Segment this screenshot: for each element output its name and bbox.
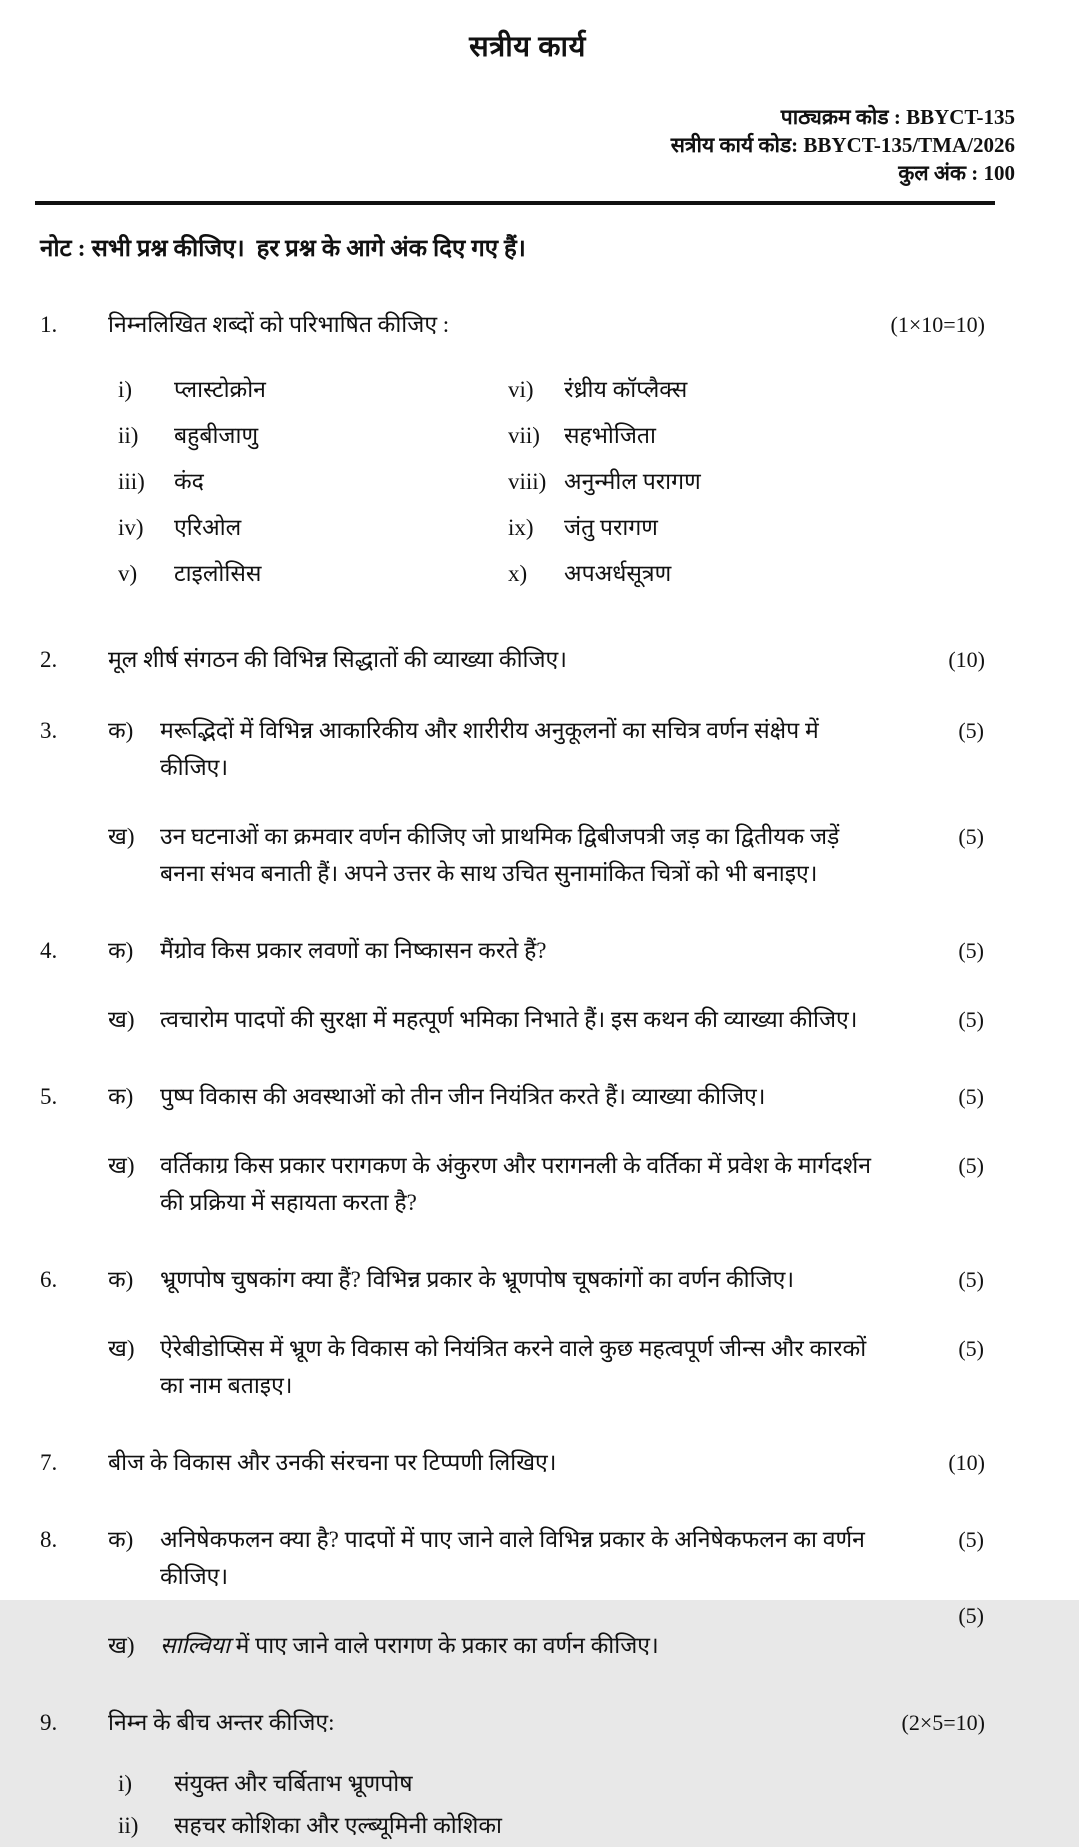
- marks-badge: (5): [958, 1007, 984, 1032]
- question-9: [40, 1704, 1015, 1847]
- question-7: [40, 1444, 1015, 1481]
- item-numeral: vii): [508, 423, 540, 448]
- item-label: प्लास्टोक्रोन: [174, 377, 266, 402]
- part-text: वर्तिकाग्र किस प्रकार परागकण के अंकुरण और परागनली के वर्तिका में प्रवेश के मार्गदर्शन की प्रक्रिया में सहायता करता है?: [160, 1153, 872, 1215]
- definition-item: [118, 551, 508, 597]
- marks-badge: (5): [958, 1153, 984, 1178]
- question-5: [40, 1078, 1015, 1221]
- item-label: सहचर कोशिका और एल्ब्यूमिनी कोशिका: [174, 1813, 502, 1838]
- part-letter: ख): [108, 1633, 135, 1658]
- item-numeral: ii): [118, 1813, 139, 1838]
- question-number: 8.: [40, 1527, 58, 1552]
- question-part-ka: [108, 1078, 1015, 1115]
- item-label: जंतु परागण: [564, 515, 658, 540]
- part-text: त्वचारोम पादपों की सुरक्षा में महत्पूर्ण भमिका निभाते हैं। इस कथन की व्याख्या कीजिए।: [160, 1007, 858, 1032]
- item-label: अनुन्मील परागण: [564, 469, 701, 494]
- part-letter: ख): [108, 1336, 135, 1361]
- definition-item: [118, 459, 508, 505]
- marks-badge: (1×10=10): [890, 312, 985, 337]
- item-label: अपअर्धसूत्रण: [564, 561, 672, 586]
- definition-item: [508, 551, 1015, 597]
- part-text: उन घटनाओं का क्रमवार वर्णन कीजिए जो प्राथमिक द्विबीजपत्री जड़ का द्वितीयक जड़ें बनना संभव बनाती हैं। अपने उत्तर के साथ उचित सुनामांकित चित्रों को भी बनाइए।: [160, 824, 840, 886]
- marks-badge: (5): [958, 1603, 984, 1628]
- difference-items: [118, 1763, 1015, 1847]
- page-title: सत्रीय कार्य: [469, 31, 586, 63]
- item-label: बहुबीजाणु: [174, 423, 259, 448]
- question-part-ka: [108, 932, 1015, 969]
- item-numeral: viii): [508, 469, 547, 494]
- part-text: मैंग्रोव किस प्रकार लवणों का निष्कासन करते हैं?: [160, 938, 547, 963]
- assignment-code-line: सत्रीय कार्य कोड: BBYCT-135/TMA/2026: [670, 133, 1015, 157]
- list-item: [118, 1805, 1015, 1847]
- total-marks-line: कुल अंक : 100: [898, 161, 1015, 185]
- marks-badge: (5): [958, 938, 984, 963]
- item-label: एरिओल: [174, 515, 242, 540]
- marks-badge: (5): [958, 824, 984, 849]
- part-text-rest: में पाए जाने वाले परागण के प्रकार का वर्णन कीजिए।: [229, 1633, 659, 1658]
- question-part-ka: [108, 1261, 1015, 1298]
- marks-badge: (10): [948, 1450, 985, 1475]
- marks-badge: (10): [948, 647, 985, 672]
- question-part-kha: [108, 1603, 1015, 1664]
- item-label: रंध्रीय कॉप्लैक्स: [564, 377, 688, 402]
- question-part-kha: [108, 1001, 1015, 1038]
- header-divider: [35, 201, 995, 205]
- item-numeral: i): [118, 377, 133, 402]
- definition-item: [508, 459, 1015, 505]
- part-text: मरूद्भिदों में विभिन्न आकारिकीय और शारीरीय अनुकूलनों का सचित्र वर्णन संक्षेप में कीजिए।: [160, 718, 819, 780]
- definition-item: [118, 367, 508, 413]
- question-3: [40, 712, 1015, 892]
- item-numeral: v): [118, 561, 138, 586]
- question-4: [40, 932, 1015, 1038]
- list-item: [118, 1763, 1015, 1805]
- marks-badge: (5): [958, 1527, 984, 1552]
- item-label: टाइलोसिस: [174, 561, 262, 586]
- part-letter: क): [108, 718, 134, 743]
- item-numeral: x): [508, 561, 528, 586]
- question-part-kha: [108, 1147, 1015, 1221]
- question-number: 9.: [40, 1710, 58, 1735]
- question-number: 5.: [40, 1084, 58, 1109]
- item-label: संयुक्त और चर्बिताभ भ्रूणपोष: [174, 1771, 413, 1796]
- item-label: कंद: [174, 469, 204, 494]
- course-code-line: पाठ्यक्रम कोड : BBYCT-135: [780, 105, 1015, 129]
- question-6: [40, 1261, 1015, 1404]
- part-text: [160, 1627, 872, 1664]
- definition-item: [118, 413, 508, 459]
- part-letter: क): [108, 1267, 134, 1292]
- question-1: [40, 306, 1015, 597]
- question-number: 1.: [40, 312, 58, 337]
- marks-badge: (5): [958, 1336, 984, 1361]
- item-numeral: ii): [118, 423, 139, 448]
- part-letter: ख): [108, 824, 135, 849]
- marks-badge: (5): [958, 718, 984, 743]
- question-text: बीज के विकास और उनकी संरचना पर टिप्पणी लिखिए।: [108, 1450, 557, 1475]
- part-letter: क): [108, 938, 134, 963]
- item-numeral: iii): [118, 469, 145, 494]
- question-number: 2.: [40, 647, 58, 672]
- question-number: 3.: [40, 718, 58, 743]
- question-text: निम्न के बीच अन्तर कीजिए:: [108, 1710, 335, 1735]
- question-text: मूल शीर्ष संगठन की विभिन्न सिद्धातों की व्याख्या कीजिए।: [108, 647, 567, 672]
- part-letter: क): [108, 1084, 134, 1109]
- question-8: [40, 1521, 1015, 1664]
- marks-badge: (5): [958, 1267, 984, 1292]
- item-numeral: vi): [508, 377, 534, 402]
- part-text: अनिषेकफलन क्या है? पादपों में पाए जाने वाले विभिन्न प्रकार के अनिषेकफलन का वर्णन कीजिए।: [160, 1527, 865, 1589]
- item-numeral: i): [118, 1771, 133, 1796]
- definition-item: [508, 367, 1015, 413]
- header-meta: [40, 103, 1015, 187]
- part-letter: ख): [108, 1007, 135, 1032]
- part-text: पुष्प विकास की अवस्थाओं को तीन जीन नियंत्रित करते हैं। व्याख्या कीजिए।: [160, 1084, 766, 1109]
- definition-item: [508, 505, 1015, 551]
- item-numeral: ix): [508, 515, 534, 540]
- item-label: सहभोजिता: [564, 423, 656, 448]
- question-part-kha: [108, 818, 1015, 892]
- definition-column-right: [508, 367, 1015, 597]
- marks-badge: (5): [958, 1084, 984, 1109]
- note-line: नोट : सभी प्रश्न कीजिए। हर प्रश्न के आगे अंक दिए गए हैं।: [40, 236, 526, 262]
- definition-items: [118, 367, 1015, 597]
- question-text: निम्नलिखित शब्दों को परिभाषित कीजिए :: [108, 312, 450, 337]
- item-numeral: iv): [118, 515, 144, 540]
- question-number: 6.: [40, 1267, 58, 1292]
- species-name-italic: साल्विया: [160, 1633, 230, 1658]
- questions-list: [40, 306, 1015, 1847]
- part-letter: ख): [108, 1153, 135, 1178]
- definition-column-left: [118, 367, 508, 597]
- question-part-kha: [108, 1330, 1015, 1404]
- question-number: 4.: [40, 938, 58, 963]
- question-2: [40, 641, 1015, 678]
- definition-item: [508, 413, 1015, 459]
- marks-badge: (2×5=10): [901, 1710, 985, 1735]
- part-letter: क): [108, 1527, 134, 1552]
- part-text: ऐरेबीडोप्सिस में भ्रूण के विकास को नियंत्रित करने वाले कुछ महत्वपूर्ण जीन्स और कारकों का नाम बताइए।: [160, 1336, 867, 1398]
- question-part-ka: [108, 1521, 1015, 1595]
- question-part-ka: [108, 712, 1015, 786]
- definition-item: [118, 505, 508, 551]
- part-text: भ्रूणपोष चुषकांग क्या हैं? विभिन्न प्रकार के भ्रूणपोष चूषकांगों का वर्णन कीजिए।: [160, 1267, 795, 1292]
- question-number: 7.: [40, 1450, 58, 1475]
